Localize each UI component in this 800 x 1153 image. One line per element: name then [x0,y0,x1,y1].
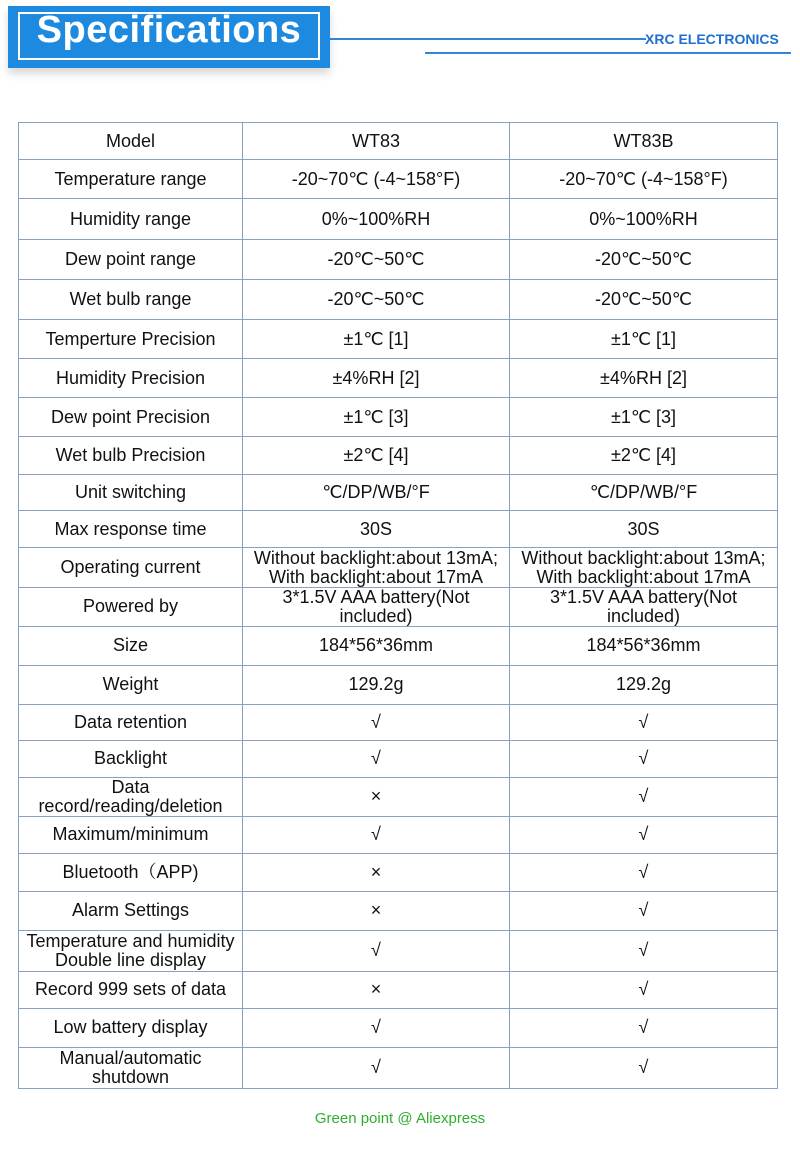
table-row [19,665,778,704]
wt83-value: × [243,853,510,891]
row-label: Temperature range [19,160,243,199]
table-row [19,853,778,891]
wt83b-value: WT83B [510,123,778,160]
wt83b-value: 184*56*36mm [510,626,778,665]
wt83b-value: √ [510,853,778,891]
row-label: Backlight [19,740,243,777]
wt83-value: 184*56*36mm [243,626,510,665]
row-label: Operating current [19,548,243,588]
header-divider-line [330,38,646,40]
table-row [19,971,778,1008]
spec-table [18,122,778,1089]
table-row [19,320,778,359]
wt83-value: WT83 [243,123,510,160]
wt83-value: × [243,891,510,930]
wt83b-value: Without backlight:about 13mA; With backlight:about 17mA [510,548,778,588]
wt83b-value: 129.2g [510,665,778,704]
wt83-value: 30S [243,511,510,548]
wt83b-value: ±1℃ [1] [510,320,778,359]
header-badge [8,6,330,68]
table-row [19,930,778,971]
table-row [19,437,778,475]
wt83-value: √ [243,1047,510,1088]
row-label: Wet bulb Precision [19,437,243,475]
table-row [19,160,778,199]
wt83-value: Without backlight:about 13mA; With backlight:about 17mA [243,548,510,588]
wt83-value: ±4%RH [2] [243,359,510,398]
wt83b-value: √ [510,1008,778,1047]
wt83-value: 3*1.5V AAA battery(Not included) [243,588,510,627]
row-label: Model [19,123,243,160]
wt83b-value: √ [510,1047,778,1088]
table-row [19,816,778,853]
row-label: Wet bulb range [19,280,243,320]
table-row [19,199,778,240]
table-row [19,475,778,511]
wt83b-value: 0%~100%RH [510,199,778,240]
row-label: Size [19,626,243,665]
wt83-value: √ [243,930,510,971]
wt83b-value: -20~70℃ (-4~158°F) [510,160,778,199]
wt83b-value: 30S [510,511,778,548]
table-row [19,1008,778,1047]
row-label: Dew point range [19,240,243,280]
wt83b-value: ℃/DP/WB/°F [510,475,778,511]
row-label: Low battery display [19,1008,243,1047]
table-row [19,704,778,740]
wt83b-value: 3*1.5V AAA battery(Not included) [510,588,778,627]
wt83b-value: √ [510,704,778,740]
row-label: Powered by [19,588,243,627]
row-label: Maximum/minimum [19,816,243,853]
row-label: Temperature and humidity Double line display [19,930,243,971]
table-row [19,240,778,280]
row-label: Manual/automatic shutdown [19,1047,243,1088]
wt83b-value: -20℃~50℃ [510,240,778,280]
header-divider-line [425,52,791,54]
table-row [19,123,778,160]
row-label: Unit switching [19,475,243,511]
wt83b-value: ±4%RH [2] [510,359,778,398]
brand-name: XRC ELECTRONICS [645,31,779,47]
row-label: Max response time [19,511,243,548]
wt83-value: -20℃~50℃ [243,280,510,320]
wt83-value: -20℃~50℃ [243,240,510,280]
page-title: Specifications [36,9,302,51]
row-label: Data record/reading/deletion [19,777,243,816]
table-row [19,359,778,398]
row-label: Temperture Precision [19,320,243,359]
row-label: Dew point Precision [19,398,243,437]
table-row [19,280,778,320]
wt83b-value: √ [510,740,778,777]
wt83-value: × [243,777,510,816]
wt83-value: ℃/DP/WB/°F [243,475,510,511]
row-label: Record 999 sets of data [19,971,243,1008]
wt83-value: -20~70℃ (-4~158°F) [243,160,510,199]
table-row [19,626,778,665]
wt83-value: √ [243,816,510,853]
wt83b-value: √ [510,971,778,1008]
row-label: Humidity range [19,199,243,240]
table-row [19,740,778,777]
wt83b-value: ±1℃ [3] [510,398,778,437]
wt83-value: ±2℃ [4] [243,437,510,475]
row-label: Humidity Precision [19,359,243,398]
row-label: Data retention [19,704,243,740]
footer-note: Green point @ Aliexpress [314,1110,486,1127]
wt83b-value: -20℃~50℃ [510,280,778,320]
wt83-value: ±1℃ [1] [243,320,510,359]
wt83-value: √ [243,740,510,777]
wt83-value: 0%~100%RH [243,199,510,240]
table-row [19,548,778,588]
wt83b-value: √ [510,816,778,853]
row-label: Weight [19,665,243,704]
table-row [19,398,778,437]
wt83b-value: √ [510,891,778,930]
wt83-value: × [243,971,510,1008]
wt83b-value: ±2℃ [4] [510,437,778,475]
table-row [19,511,778,548]
wt83-value: √ [243,1008,510,1047]
row-label: Alarm Settings [19,891,243,930]
wt83-value: ±1℃ [3] [243,398,510,437]
table-row [19,1047,778,1088]
wt83b-value: √ [510,930,778,971]
row-label: Bluetooth（APP) [19,853,243,891]
wt83-value: √ [243,704,510,740]
wt83-value: 129.2g [243,665,510,704]
wt83b-value: √ [510,777,778,816]
table-row [19,588,778,627]
table-row [19,777,778,816]
table-row [19,891,778,930]
